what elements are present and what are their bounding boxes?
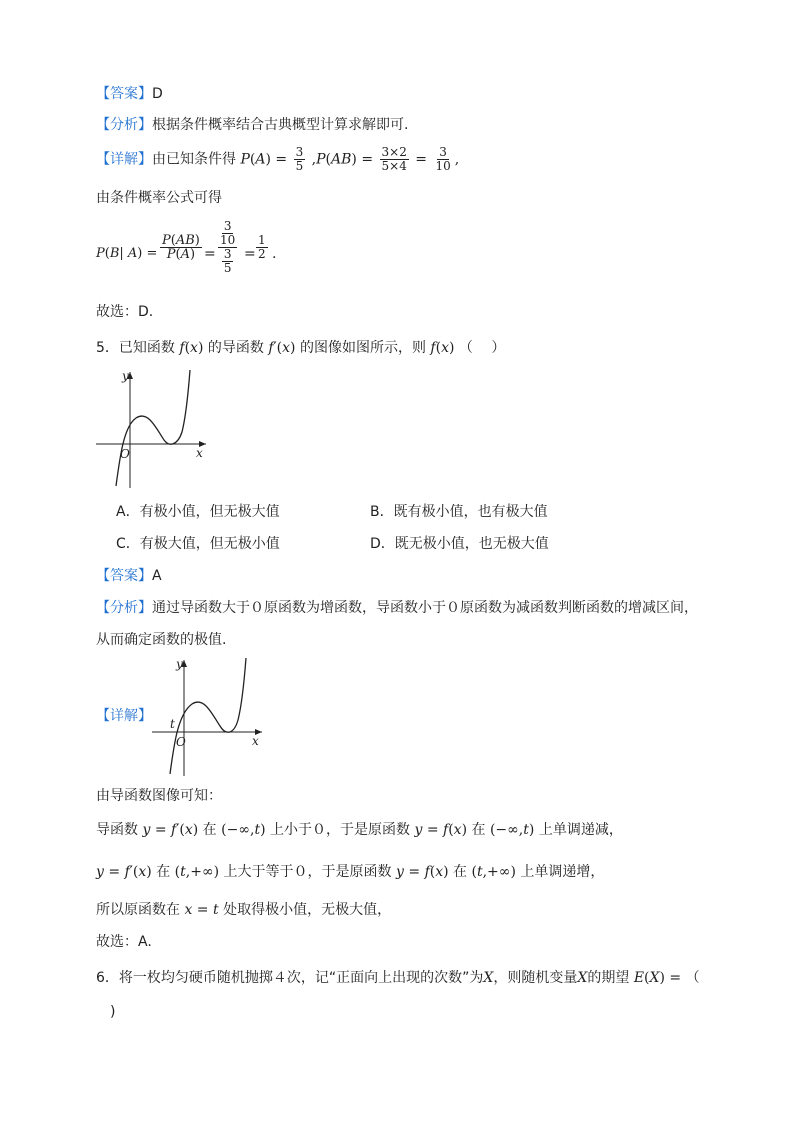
- analysis-line: [96, 115, 408, 135]
- answer-line: [96, 84, 163, 104]
- graph-intro: 由导函数图像可知：: [96, 788, 222, 804]
- question-5-stem: 5．已知函数 f(x) 的导函数 f′(x) 的图像如图所示，则 f(x) （ ）: [96, 340, 506, 356]
- fraction-3x2-5x4: $\frac{3\times 2}{5\times 4}$: [381, 145, 407, 173]
- detail-text: 由已知条件得: [152, 151, 236, 168]
- answer-value: D: [152, 86, 163, 102]
- monotonic-increase-line: y = f′(x) 在 (t,+∞) 上大于等于０，于是原函数 y = f(x) 在 (t,+∞) 上单调递增，: [96, 864, 605, 880]
- fraction-3-10: $\frac{3}{10}$: [435, 145, 451, 173]
- detail-tag-2: 【详解】: [96, 708, 152, 724]
- option-b[interactable]: B．既有极小值，也有极大值: [370, 504, 548, 520]
- formula-pab: ,P(AB) =: [311, 151, 378, 168]
- t-label: t: [170, 717, 175, 731]
- analysis-line-2: 【分析】通过导函数大于０原函数为增函数，导函数小于０原函数为减函数判断函数的增减区间，: [96, 600, 698, 616]
- choose-line-2: 故选：A.: [96, 934, 152, 950]
- option-c[interactable]: C．有极大值，但无极小值: [116, 536, 280, 552]
- formula-pa: P(A) =: [240, 151, 292, 168]
- x-label-2: x: [252, 734, 259, 748]
- option-d[interactable]: D．既无极小值，也无极大值: [370, 536, 549, 552]
- derivative-graph: [94, 366, 214, 490]
- x-label: x: [196, 446, 203, 460]
- detail-line: 【详解】由已知条件得 P(A) = $\frac{3}{5}$ ,P(AB) = $\frac{3\times 2}{5\times 4}$ = $\frac{3}{10}$ ,: [96, 145, 460, 173]
- answer-line-2: 【答案】A: [96, 568, 162, 584]
- detail-tag: 【详解】: [96, 151, 152, 168]
- origin-label: O: [120, 447, 130, 461]
- conditional-intro: 由条件概率公式可得: [96, 190, 222, 206]
- analysis-line-2b: 从而确定函数的极值.: [96, 632, 227, 648]
- answer-tag: 【答案】: [96, 86, 152, 102]
- analysis-text: 根据条件概率结合古典概型计算求解即可.: [152, 117, 409, 133]
- question-6-stem: 6．将一枚均匀硬币随机抛掷４次，记“正面向上出现的次数”为X，则随机变量X的期望 E(X) = （: [96, 970, 700, 986]
- analysis-tag: 【分析】: [96, 117, 152, 133]
- derivative-curve-2: [170, 658, 246, 774]
- question-6-stem-end: ): [110, 1004, 116, 1020]
- y-label: y: [122, 369, 129, 383]
- origin-label-2: O: [176, 735, 186, 749]
- document-page: 【答案】D 【分析】根据条件概率结合古典概型计算求解即可. 【详解】由已知条件得 P(A) = $\frac{3}{5}$ ,P(AB) = $\frac{3\times 2}{5\times 4}$ = $\frac{3}{10}$ , 由条件概率公式可得 P(B| A) = $\frac{P(AB)}{P(A)}$ = 3 10 3 5 = $\frac{1}{2}$ . 故选：D. 5．已知函数 f(x) 的导函数 f′(x) 的图像如图所示，则 f(x) （ ） y x O A．有极小值，但无极大值 B．既有极小值，也有极大值 C．有极大值，但无极小值 D．既无极小值，也无极大值 【答案】A 【分析】通过导函数大于０原函数为增函数，导函数小于０原函数为减函数判断函数的增减区间， 从而确定函数的极值. 【详解】 y x O t 由导函数图像可知： 导函数 y = f′(x) 在 (−∞,t) 上小于０，于是原函数 y = f(x) 在 (−∞,t) 上单调递减， y = f′(x) 在 (t,+∞) 上大于等于０，于是原函数 y = f(x) 在 (t,+∞) 上单调递增， 所以原函数在 x = t 处取得极小值，无极大值， 故选：A. 6．将一枚均匀硬币随机抛掷４次，记“正面向上出现的次数”为X，则随机变量X的期望 E(X) = （ ): [96, 86, 700, 1020]
- derivative-curve: [116, 370, 190, 486]
- monotonic-decrease-line: 导函数 y = f′(x) 在 (−∞,t) 上小于０，于是原函数 y = f(x) 在 (−∞,t) 上单调递减，: [96, 822, 623, 838]
- conclusion-line: 所以原函数在 x = t 处取得极小值，无极大值，: [96, 902, 392, 918]
- y-label-2: y: [176, 657, 183, 671]
- derivative-graph-detail: [150, 654, 270, 778]
- option-a[interactable]: A．有极小值，但无极大值: [116, 504, 280, 520]
- choose-line: 故选：D.: [96, 304, 154, 320]
- fraction-3-5: $\frac{3}{5}$: [295, 145, 304, 173]
